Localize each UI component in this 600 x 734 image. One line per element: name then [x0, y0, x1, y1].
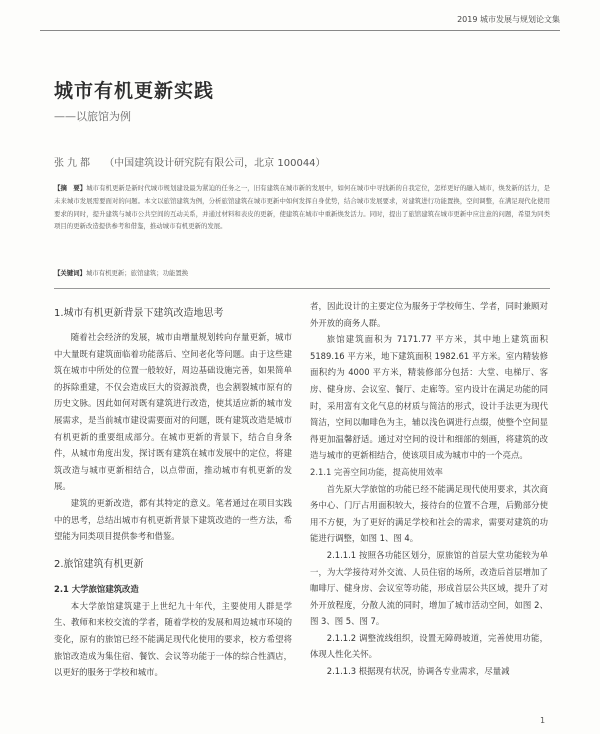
right-paragraph-2: 旅馆建筑面积为 7171.77 平方米，其中地上建筑面积 5189.16 平方米，地下建筑面积 1982.61 平方米。室内精装修面积约为 4000 平方米，精装修部分包括：大堂、电梯厅、客房、健身房、会议室、餐厅、走廊等。室内设计在满足功能的同时，采用富有文化气息的材质与简洁的形式，设计手法更为现代简洁，空间以咖啡色为主，辅以浅色调进行点缀，使整个空间显得更加温馨舒适。通过对空间的设计和细部的刻画，将建筑的改造与城市的更新相结合，使该项目成为城市中的一个亮点。: [310, 334, 548, 461]
section-1-paragraph-2: 建筑的更新改造，都有其特定的意义。笔者通过在项目实践中的思考，总结出城市有机更新背景下建筑改造的一些方法，希望能为同类项目提供参考和借鉴。: [54, 497, 292, 542]
right-paragraph-1: 者，因此设计的主要定位为服务于学校师生、学者，同时兼顾对外开放的商务人群。: [310, 301, 548, 328]
running-header: 2019 城市发展与规划论文集: [457, 15, 560, 24]
subsection-2-1-1-title: 2.1.1 完善空间功能，提高使用效率: [310, 466, 443, 477]
abstract: [54, 182, 550, 233]
section-1-paragraph-1: 随着社会经济的发展，城市由增量规划转向存量更新，城市中大量既有建筑面临着功能落后、空间老化等问题。由于这些建筑在城市中所处的位置一般较好，周边基础设施完善，如果简单的拆除重建，不仅会造成巨大的资源浪费，也会割裂城市原有的历史文脉。因此如何对既有建筑进行改造，使其适应新的城市发展需求，是当前城市建设需要面对的问题，既有建筑改造是城市有机更新的重要组成部分。在城市更新的背景下，结合自身条件，从城市角度出发，探讨既有建筑在城市发展中的定位，将建筑改造与城市更新相结合，以点带面，推动城市有机更新的发展。: [54, 332, 292, 492]
subsection-2-1-paragraph: 本大学旅馆建筑建于上世纪九十年代，主要使用人群是学生、教师和来校交流的学者，随着学校的发展和周边城市环境的变化，原有的旅馆已经不能满足现代化使用的要求，校方希望将旅馆改造成为集住宿、餐饮、会议等功能于一体的综合性酒店，以更好的服务于学校和城市。: [54, 600, 292, 678]
abstract-text: 城市有机更新是新时代城市规划建设最为紧迫的任务之一，旧有建筑在城市新的发展中，如何在城市中寻找新的自我定位，怎样更好的融入城市，焕发新的活力，是未来城市发展需要面对的问题。本文以旅馆建筑为例，分析旅馆建筑在城市更新中如何发挥自身优势，结合城市发展要求，对建筑进行功能置换，空间调整，在满足现代化使用要求的同时，提升建筑与城市公共空间的互动关系，并通过材料和表皮的更新，使建筑在城市中重新焕发活力。同时，提出了旅馆建筑在城市更新中应注意的问题，希望为同类项目的更新改造提供参考和借鉴，推动城市有机更新的发展。: [54, 184, 551, 231]
subsection-2-1-title: 2.1 大学旅馆建筑改造: [54, 583, 139, 594]
subsection-2-1-1-3: 2.1.1.3 根据现有状况，协调各专业需求，尽量减: [326, 666, 510, 677]
left-column: [54, 304, 292, 681]
author-affiliation: （中国建筑设计研究院有限公司，北京 100044）: [104, 158, 326, 169]
keywords: [54, 268, 550, 277]
page-number: 1: [540, 716, 546, 725]
article-subtitle: ——以旅馆为例: [54, 110, 131, 123]
header-rule: [40, 30, 560, 31]
author-name: 张九都: [54, 158, 93, 169]
article-title: 城市有机更新实践: [54, 80, 215, 102]
keywords-text: 城市有机更新；旅馆建筑；功能置换: [85, 269, 189, 277]
right-paragraph-3: 首先原大学旅馆的功能已经不能满足现代使用要求，其次商务中心、门厅占用面积较大，接待台的位置不合理，后勤部分使用不方便，为了更好的满足学校和社会的需求，需要对建筑的功能进行调整，如图 1、图 4。: [310, 483, 548, 544]
right-column: [310, 298, 548, 680]
subsection-2-1-1-2: 2.1.1.2 调整流线组织，设置无障碍坡道，完善使用功能，体现人性化关怀。: [310, 632, 548, 660]
keywords-label: 【关键词】: [54, 269, 86, 277]
section-1-title: 1.城市有机更新背景下建筑改造地思考: [54, 308, 224, 319]
section-2-title: 2.旅馆建筑有机更新: [54, 558, 144, 570]
abstract-label: 【摘 要】: [54, 184, 87, 192]
author-line: [54, 154, 326, 169]
subsection-2-1-1-1: 2.1.1.1 按照各功能区划分，原旅馆的首层大堂功能较为单一，为大学接待对外交流、人员住宿的场所，改造后首层增加了咖啡厅、健身房、会议室等功能，形成首层公共区域，提升了对外开放程度，分散人流的同时，增加了城市活动空间，如图 2、图 3、图 5、图 7。: [310, 549, 548, 627]
abstract-rule: [54, 288, 550, 289]
